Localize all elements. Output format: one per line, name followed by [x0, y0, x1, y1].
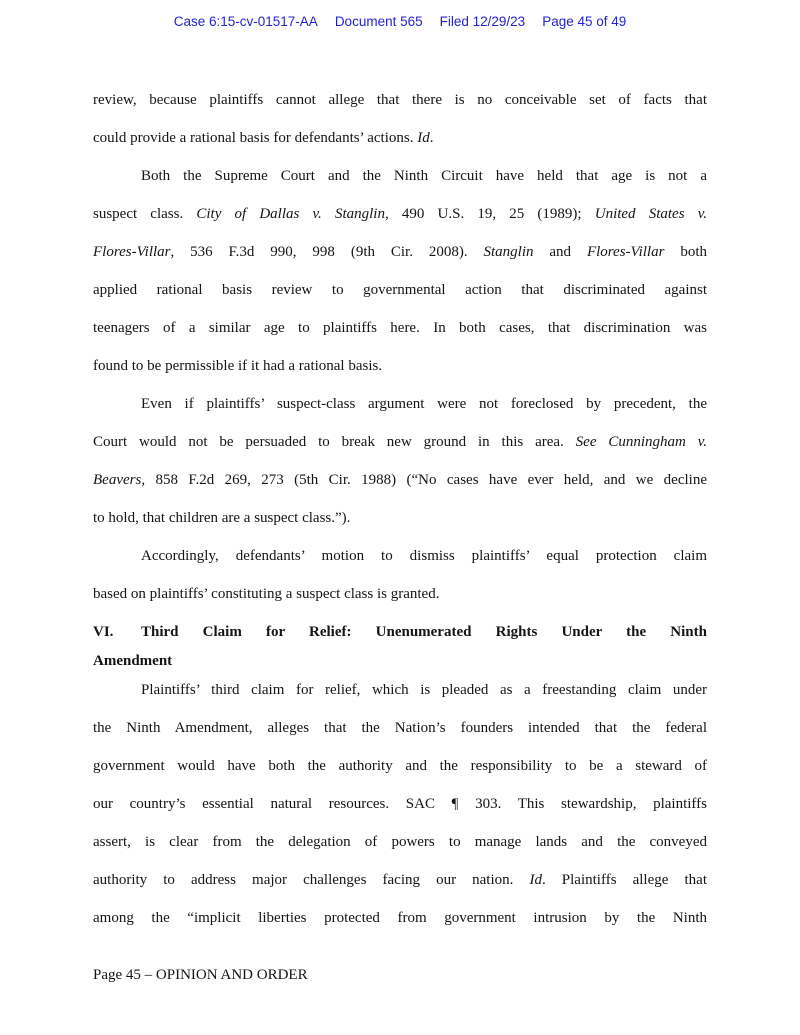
- text-run: Beavers: [93, 472, 142, 488]
- text-run: authority to address major challenges facing our nation.: [93, 872, 530, 888]
- case-number: Case 6:15-cv-01517-AA: [173, 14, 318, 29]
- text-run: teenagers of a similar age to plaintiffs here. In both cases, that discrimination was: [93, 320, 707, 336]
- document-line: [93, 119, 707, 157]
- text-run: Amendment: [93, 653, 173, 669]
- document-line: [93, 709, 707, 747]
- text-run: , 536 F.3d 990, 998 (9th Cir. 2008).: [170, 244, 484, 260]
- document-line: [93, 461, 707, 499]
- section-heading-line: [93, 613, 707, 651]
- heading-number: VI.: [93, 624, 114, 640]
- text-run: Id: [529, 872, 542, 888]
- document-line: [93, 785, 707, 823]
- document-line: [93, 309, 707, 347]
- document-line: [93, 899, 707, 937]
- document-body: [93, 81, 707, 937]
- text-run: and: [533, 244, 587, 260]
- document-line: [93, 233, 707, 271]
- document-line: [93, 423, 707, 461]
- text-run: Flores-Villar: [586, 244, 665, 260]
- text-run: found to be permissible if it had a rational basis.: [93, 358, 383, 374]
- document-number: Document 565: [334, 14, 423, 29]
- text-run: , 490 U.S. 19, 25 (1989);: [384, 206, 595, 222]
- document-line: [93, 861, 707, 899]
- text-run: Court would not be persuaded to break new ground in this area.: [93, 434, 576, 450]
- text-run: . Plaintiffs allege that: [541, 872, 707, 888]
- text-run: assert, is clear from the delegation of powers to manage lands and the conveyed: [93, 834, 707, 850]
- document-line: [93, 747, 707, 785]
- document-line: [93, 537, 707, 575]
- text-run: Both the Supreme Court and the Ninth Circuit have held that age is not a: [141, 168, 707, 184]
- text-run: .: [429, 130, 434, 146]
- text-run: Accordingly, defendants’ motion to dismiss plaintiffs’ equal protection claim: [141, 548, 707, 564]
- text-run: our country’s essential natural resources. SAC ¶ 303. This stewardship, plaintiffs: [93, 796, 707, 812]
- text-run: the Ninth Amendment, alleges that the Nation’s founders intended that the federal: [93, 720, 707, 736]
- text-run: Third Claim for Relief: Unenumerated Rights Under the Ninth: [141, 624, 707, 640]
- document-line: [93, 347, 707, 385]
- document-line: [93, 81, 707, 119]
- text-run: to hold, that children are a suspect class.”).: [93, 510, 351, 526]
- document-line: [93, 823, 707, 861]
- page-indicator: Page 45 of 49: [542, 14, 627, 29]
- text-run: applied rational basis review to governmental action that discriminated against: [93, 282, 707, 298]
- document-line: [93, 157, 707, 195]
- text-run: Stanglin: [483, 244, 534, 260]
- text-run: review, because plaintiffs cannot allege that there is no conceivable set of facts that: [93, 92, 707, 108]
- page-footer: Page 45 – OPINION AND ORDER: [93, 967, 308, 983]
- filed-date: Filed 12/29/23: [439, 14, 526, 29]
- text-run: Flores-Villar: [93, 244, 171, 260]
- text-run: Even if plaintiffs’ suspect-class argument were not foreclosed by precedent, the: [141, 396, 707, 412]
- document-line: [93, 671, 707, 709]
- document-line: [93, 575, 707, 613]
- text-run: could provide a rational basis for defendants’ actions.: [93, 130, 418, 146]
- text-run: among the “implicit liberties protected from government intrusion by the Ninth: [93, 910, 707, 926]
- document-line: [93, 385, 707, 423]
- section-heading-line: [93, 651, 707, 671]
- text-run: suspect class.: [93, 206, 197, 222]
- text-run: Id: [417, 130, 430, 146]
- text-run: both: [664, 244, 707, 260]
- text-run: Plaintiffs’ third claim for relief, which is pleaded as a freestanding claim under: [141, 682, 707, 698]
- text-run: United States v.: [594, 206, 707, 222]
- document-line: [93, 271, 707, 309]
- document-line: [93, 499, 707, 537]
- text-run: , 858 F.2d 269, 273 (5th Cir. 1988) (“No cases have ever held, and we decline: [141, 472, 707, 488]
- document-line: [93, 195, 707, 233]
- text-run: City of Dallas v. Stanglin: [196, 206, 385, 222]
- text-run: based on plaintiffs’ constituting a suspect class is granted.: [93, 586, 440, 602]
- text-run: government would have both the authority and the responsibility to be a steward of: [93, 758, 707, 774]
- case-stamp-header: [0, 13, 800, 30]
- heading-text: [141, 613, 707, 651]
- text-run: See Cunningham v.: [575, 434, 707, 450]
